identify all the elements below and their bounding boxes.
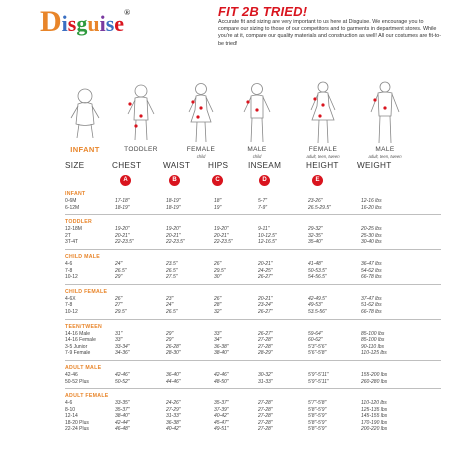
disguise-logo bbox=[40, 5, 210, 38]
value-cell: 145-155 lbs bbox=[361, 413, 388, 420]
value-cell: 27-28" bbox=[258, 337, 273, 344]
value-cell: 125-135 lbs bbox=[361, 406, 388, 413]
value-cell: 40-42" bbox=[166, 426, 181, 433]
value-cell: 18-19" bbox=[115, 204, 130, 211]
value-cell: 54-56.5" bbox=[308, 274, 327, 281]
female-adult-figure bbox=[298, 80, 348, 164]
size-cell: 14-16 Female bbox=[65, 337, 96, 344]
value-cell: 18-19" bbox=[166, 204, 181, 211]
value-cell: 35-40" bbox=[308, 239, 323, 246]
size-cell: 3T-4T bbox=[65, 239, 79, 246]
figure-label-male-child: MALE bbox=[247, 146, 267, 153]
value-cell: 26.5" bbox=[166, 308, 178, 315]
value-cell: 45-47" bbox=[214, 419, 229, 426]
value-cell: 31-33" bbox=[166, 413, 181, 420]
table-row bbox=[65, 379, 441, 386]
value-cell: 49-51" bbox=[214, 426, 229, 433]
table-section bbox=[65, 289, 441, 320]
value-cell: 44-46" bbox=[166, 378, 181, 385]
size-cell: 3-5 Junior bbox=[65, 343, 88, 350]
value-cell: 29.5" bbox=[214, 267, 226, 274]
registered-mark: ® bbox=[124, 8, 131, 17]
table-row bbox=[65, 350, 441, 357]
value-cell: 36-38" bbox=[214, 343, 229, 350]
value-cell: 35-37" bbox=[214, 400, 229, 407]
section-title: ADULT FEMALE bbox=[65, 393, 109, 400]
value-cell: 29" bbox=[115, 274, 123, 281]
value-cell: 31-33" bbox=[258, 378, 273, 385]
table-row bbox=[65, 331, 441, 338]
value-cell: 23" bbox=[166, 295, 174, 302]
size-cell: 7-8 bbox=[65, 267, 73, 274]
value-cell: 28" bbox=[214, 302, 222, 309]
section-divider bbox=[65, 284, 441, 285]
value-cell: 34-36" bbox=[115, 350, 130, 357]
size-cell: 22-24 Plus bbox=[65, 426, 89, 433]
value-cell: 31" bbox=[115, 330, 123, 337]
header-size: SIZE bbox=[65, 161, 85, 170]
size-cell: 50-52 Plus bbox=[65, 378, 89, 385]
value-cell: 27-28" bbox=[258, 426, 273, 433]
section-title: CHILD MALE bbox=[65, 253, 100, 260]
value-cell: 27-28" bbox=[258, 343, 273, 350]
value-cell: 36-40" bbox=[166, 371, 181, 378]
size-cell: 8-10 bbox=[65, 406, 76, 413]
value-cell: 20-25 lbs bbox=[361, 226, 382, 233]
table-row bbox=[65, 407, 441, 414]
section-title: CHILD FEMALE bbox=[65, 288, 108, 295]
value-cell: 33-35" bbox=[115, 400, 130, 407]
table-header bbox=[65, 161, 441, 173]
value-cell: 26" bbox=[115, 295, 123, 302]
size-cell: 42-46 bbox=[65, 371, 78, 378]
logo-letter: D bbox=[40, 5, 62, 38]
value-cell: 5'9"-5'11" bbox=[308, 371, 329, 378]
figure-label-female-child: FEMALE bbox=[186, 146, 216, 153]
logo-letter: u bbox=[87, 11, 100, 36]
value-cell: 28-29" bbox=[258, 350, 273, 357]
value-cell: 54-62 lbs bbox=[361, 267, 382, 274]
value-cell: 27-28" bbox=[258, 406, 273, 413]
value-cell: 27" bbox=[115, 302, 123, 309]
value-cell: 12-16 lbs bbox=[361, 198, 382, 204]
value-cell: 7-9" bbox=[258, 204, 268, 211]
table-row bbox=[65, 198, 441, 205]
infant-figure bbox=[60, 80, 110, 164]
value-cell: 24-25" bbox=[258, 267, 273, 274]
value-cell: 200-220 lbs bbox=[361, 426, 388, 433]
value-cell: 42-44" bbox=[115, 419, 130, 426]
value-cell: 260-280 lbs bbox=[361, 378, 388, 385]
table-row bbox=[65, 413, 441, 420]
value-cell: 5'8"-5'9" bbox=[308, 413, 327, 420]
table-row bbox=[65, 205, 441, 212]
toddler-figure bbox=[116, 80, 166, 164]
male-child-silhouette-icon bbox=[232, 80, 282, 146]
figure-sub-female-adult: adult, teen, tween bbox=[306, 154, 340, 159]
value-cell: 12-16.5" bbox=[258, 239, 277, 246]
value-cell: 37-39" bbox=[214, 406, 229, 413]
value-cell: 18-19" bbox=[166, 198, 181, 204]
value-cell: 30" bbox=[214, 274, 222, 281]
value-cell: 37-47 lbs bbox=[361, 295, 382, 302]
value-cell: 23.5" bbox=[166, 260, 178, 267]
value-cell: 110-120 lbs bbox=[361, 400, 387, 407]
size-cell: 18-20 Plus bbox=[65, 419, 89, 426]
table-row bbox=[65, 400, 441, 407]
logo-letter: i bbox=[99, 11, 106, 36]
size-cell: 4-6 bbox=[65, 260, 73, 267]
value-cell: 5'7"-5'8" bbox=[308, 400, 327, 407]
table-row bbox=[65, 337, 441, 344]
value-cell: 35-37" bbox=[115, 406, 130, 413]
figure-label-toddler: TODDLER bbox=[124, 146, 158, 153]
value-cell: 29.5" bbox=[115, 308, 127, 315]
marker-d: D bbox=[259, 175, 270, 186]
value-cell: 32" bbox=[214, 308, 222, 315]
section-divider bbox=[65, 360, 441, 361]
intro-paragraph: Accurate fit and sizing are very important to us here at Disguise. We encourage you to compare our sizing to those of our competitors and to garments in department stores. While you're at it, compare our quality materials and construction as well! All our costumes are fit-to-be tried! bbox=[218, 19, 442, 47]
value-cell: 30-40 lbs bbox=[361, 239, 382, 246]
section-divider bbox=[65, 214, 441, 215]
value-cell: 60-62" bbox=[308, 337, 323, 344]
size-cell: 10-12 bbox=[65, 274, 78, 281]
logo-letter: s bbox=[105, 11, 115, 36]
figure-sub-male-adult: adult, teen, tween bbox=[368, 154, 402, 159]
value-cell: 20-21" bbox=[115, 232, 130, 239]
table-section bbox=[65, 393, 441, 433]
value-cell: 50-52" bbox=[115, 378, 130, 385]
table-row bbox=[65, 296, 441, 303]
value-cell: 41-48" bbox=[308, 260, 323, 267]
value-cell: 42-46" bbox=[115, 371, 130, 378]
value-cell: 26" bbox=[214, 295, 222, 302]
value-cell: 27-28" bbox=[258, 419, 273, 426]
value-cell: 29-32" bbox=[308, 226, 323, 233]
table-row bbox=[65, 372, 441, 379]
value-cell: 48-50" bbox=[214, 378, 229, 385]
value-cell: 29" bbox=[166, 330, 174, 337]
section-divider bbox=[65, 319, 441, 320]
value-cell: 19" bbox=[214, 204, 222, 211]
table-row bbox=[65, 239, 441, 246]
section-divider bbox=[65, 249, 441, 250]
figure-sub-male-child: child bbox=[252, 154, 262, 159]
marker-a: A bbox=[120, 175, 131, 186]
header-inseam: INSEAM bbox=[248, 161, 282, 170]
value-cell: 110-125 lbs bbox=[361, 350, 387, 357]
value-cell: 28-30" bbox=[166, 350, 181, 357]
logo-letter: e bbox=[114, 11, 125, 36]
value-cell: 22-23.5" bbox=[214, 239, 233, 246]
size-cell: 7-8 bbox=[65, 302, 73, 309]
value-cell: 24" bbox=[115, 260, 123, 267]
table-section bbox=[65, 191, 441, 215]
table-section bbox=[65, 219, 441, 250]
size-cell: 4-6 bbox=[65, 400, 73, 407]
value-cell: 90-110 lbs bbox=[361, 343, 384, 350]
value-cell: 23-24" bbox=[258, 302, 273, 309]
header-chest: CHEST bbox=[112, 161, 142, 170]
value-cell: 27.5" bbox=[166, 274, 178, 281]
section-title: ADULT MALE bbox=[65, 364, 102, 371]
value-cell: 5'6"-5'8" bbox=[308, 350, 327, 357]
header-hips: HIPS bbox=[208, 161, 229, 170]
size-chart-table bbox=[65, 161, 441, 433]
marker-b: B bbox=[169, 175, 180, 186]
section-title: INFANT bbox=[65, 191, 86, 197]
size-cell: 6-12M bbox=[65, 204, 80, 211]
value-cell: 30-32" bbox=[258, 371, 273, 378]
table-section bbox=[65, 365, 441, 389]
table-row bbox=[65, 309, 441, 316]
value-cell: 26-27" bbox=[258, 274, 273, 281]
section-title: TODDLER bbox=[65, 219, 93, 226]
size-cell: 14-16 Male bbox=[65, 330, 91, 337]
table-section bbox=[65, 324, 441, 361]
value-cell: 5'8"-5'9" bbox=[308, 419, 327, 426]
table-row bbox=[65, 426, 441, 433]
value-cell: 38-40" bbox=[214, 350, 229, 357]
table-row bbox=[65, 268, 441, 275]
value-cell: 27-28" bbox=[258, 413, 273, 420]
size-cell: 10-12 bbox=[65, 308, 78, 315]
figure-label-female-adult: FEMALE bbox=[308, 146, 338, 153]
size-cell: 7-9 Female bbox=[65, 350, 91, 357]
value-cell: 5-7" bbox=[258, 198, 268, 204]
value-cell: 20-21" bbox=[214, 232, 229, 239]
value-cell: 155-200 lbs bbox=[361, 371, 388, 378]
toddler-silhouette-icon bbox=[116, 80, 166, 146]
value-cell: 29" bbox=[166, 337, 174, 344]
value-cell: 20-21" bbox=[166, 232, 181, 239]
logo-letter: s bbox=[67, 11, 77, 36]
value-cell: 46-48" bbox=[115, 426, 130, 433]
value-cell: 33-34" bbox=[115, 343, 130, 350]
measure-markers bbox=[65, 175, 441, 187]
table-row bbox=[65, 302, 441, 309]
size-cell: 0-6M bbox=[65, 198, 77, 204]
page-title: FIT 2B TRIED! bbox=[218, 4, 308, 19]
value-cell: 5'9"-5'11" bbox=[308, 378, 329, 385]
figure-sub-female-child: child bbox=[196, 154, 206, 159]
value-cell: 26.5" bbox=[166, 267, 178, 274]
size-cell: 4-6X bbox=[65, 295, 76, 302]
male-adult-figure bbox=[360, 80, 410, 164]
value-cell: 32-35" bbox=[308, 232, 323, 239]
value-cell: 26-27" bbox=[258, 308, 273, 315]
value-cell: 17-18" bbox=[115, 198, 130, 204]
header-waist: WAIST bbox=[163, 161, 191, 170]
value-cell: 49-53" bbox=[308, 302, 323, 309]
size-cell: 12-18M bbox=[65, 226, 82, 233]
section-divider bbox=[65, 388, 441, 389]
table-row bbox=[65, 274, 441, 281]
value-cell: 170-190 lbs bbox=[361, 419, 388, 426]
value-cell: 19-20" bbox=[214, 226, 229, 233]
value-cell: 33" bbox=[214, 330, 222, 337]
header-height: HEIGHT bbox=[306, 161, 339, 170]
marker-e: E bbox=[312, 175, 323, 186]
value-cell: 26" bbox=[214, 260, 222, 267]
value-cell: 25-30 lbs bbox=[361, 232, 382, 239]
logo-wordmark bbox=[40, 5, 125, 38]
value-cell: 24-26" bbox=[166, 400, 181, 407]
table-row bbox=[65, 261, 441, 268]
value-cell: 33" bbox=[115, 337, 123, 344]
value-cell: 19-20" bbox=[166, 226, 181, 233]
value-cell: 5'3"-5'6" bbox=[308, 343, 327, 350]
value-cell: 42-46" bbox=[214, 371, 229, 378]
male-child-figure bbox=[232, 80, 282, 164]
value-cell: 22-23.5" bbox=[115, 239, 134, 246]
value-cell: 26-27" bbox=[258, 330, 273, 337]
infant-silhouette-icon bbox=[60, 80, 110, 146]
value-cell: 53.5-56" bbox=[308, 308, 327, 315]
body-figures bbox=[60, 80, 445, 164]
value-cell: 24" bbox=[166, 302, 174, 309]
table-body bbox=[65, 191, 441, 433]
figure-label-male-adult: MALE bbox=[375, 146, 395, 153]
female-adult-silhouette-icon bbox=[298, 80, 348, 146]
value-cell: 20-21" bbox=[258, 295, 273, 302]
value-cell: 16-20 lbs bbox=[361, 204, 382, 211]
value-cell: 20-21" bbox=[258, 260, 273, 267]
table-row bbox=[65, 344, 441, 351]
value-cell: 22-23.5" bbox=[166, 239, 185, 246]
value-cell: 36-47 lbs bbox=[361, 260, 382, 267]
value-cell: 38-40" bbox=[115, 413, 130, 420]
value-cell: 51-62 lbs bbox=[361, 302, 382, 309]
size-cell: 12-14 bbox=[65, 413, 78, 420]
value-cell: 66-78 lbs bbox=[361, 308, 382, 315]
value-cell: 66-78 lbs bbox=[361, 274, 382, 281]
value-cell: 19-20" bbox=[115, 226, 130, 233]
female-child-silhouette-icon bbox=[176, 80, 226, 146]
male-adult-silhouette-icon bbox=[360, 80, 410, 146]
value-cell: 5'8"-5'9" bbox=[308, 406, 327, 413]
logo-letter: i bbox=[61, 11, 68, 36]
value-cell: 42-49.5" bbox=[308, 295, 327, 302]
table-row bbox=[65, 420, 441, 427]
table-section bbox=[65, 254, 441, 285]
value-cell: 26.5" bbox=[115, 267, 127, 274]
header-weight: WEIGHT bbox=[357, 161, 392, 170]
value-cell: 9-11" bbox=[258, 226, 270, 233]
value-cell: 40-42" bbox=[214, 413, 229, 420]
marker-c: C bbox=[212, 175, 223, 186]
value-cell: 85-100 lbs bbox=[361, 337, 385, 344]
value-cell: 23-26" bbox=[308, 198, 323, 204]
value-cell: 5'8"-5'9" bbox=[308, 426, 327, 433]
value-cell: 59-64" bbox=[308, 330, 323, 337]
value-cell: 85-100 lbs bbox=[361, 330, 385, 337]
section-title: TEEN/TWEEN bbox=[65, 323, 103, 330]
value-cell: 27-28" bbox=[258, 400, 273, 407]
value-cell: 50-53.5" bbox=[308, 267, 327, 274]
value-cell: 26-28" bbox=[166, 343, 181, 350]
logo-letter: g bbox=[76, 11, 88, 36]
female-child-figure bbox=[176, 80, 226, 164]
figure-label-infant: INFANT bbox=[70, 145, 100, 154]
value-cell: 36-38" bbox=[166, 419, 181, 426]
value-cell: 26.5-29.5" bbox=[308, 204, 331, 211]
table-row bbox=[65, 226, 441, 233]
value-cell: 18" bbox=[214, 198, 222, 204]
size-cell: 2T bbox=[65, 232, 71, 239]
value-cell: 34" bbox=[214, 337, 222, 344]
table-row bbox=[65, 233, 441, 240]
value-cell: 10-12.5" bbox=[258, 232, 277, 239]
value-cell: 27-29" bbox=[166, 406, 181, 413]
